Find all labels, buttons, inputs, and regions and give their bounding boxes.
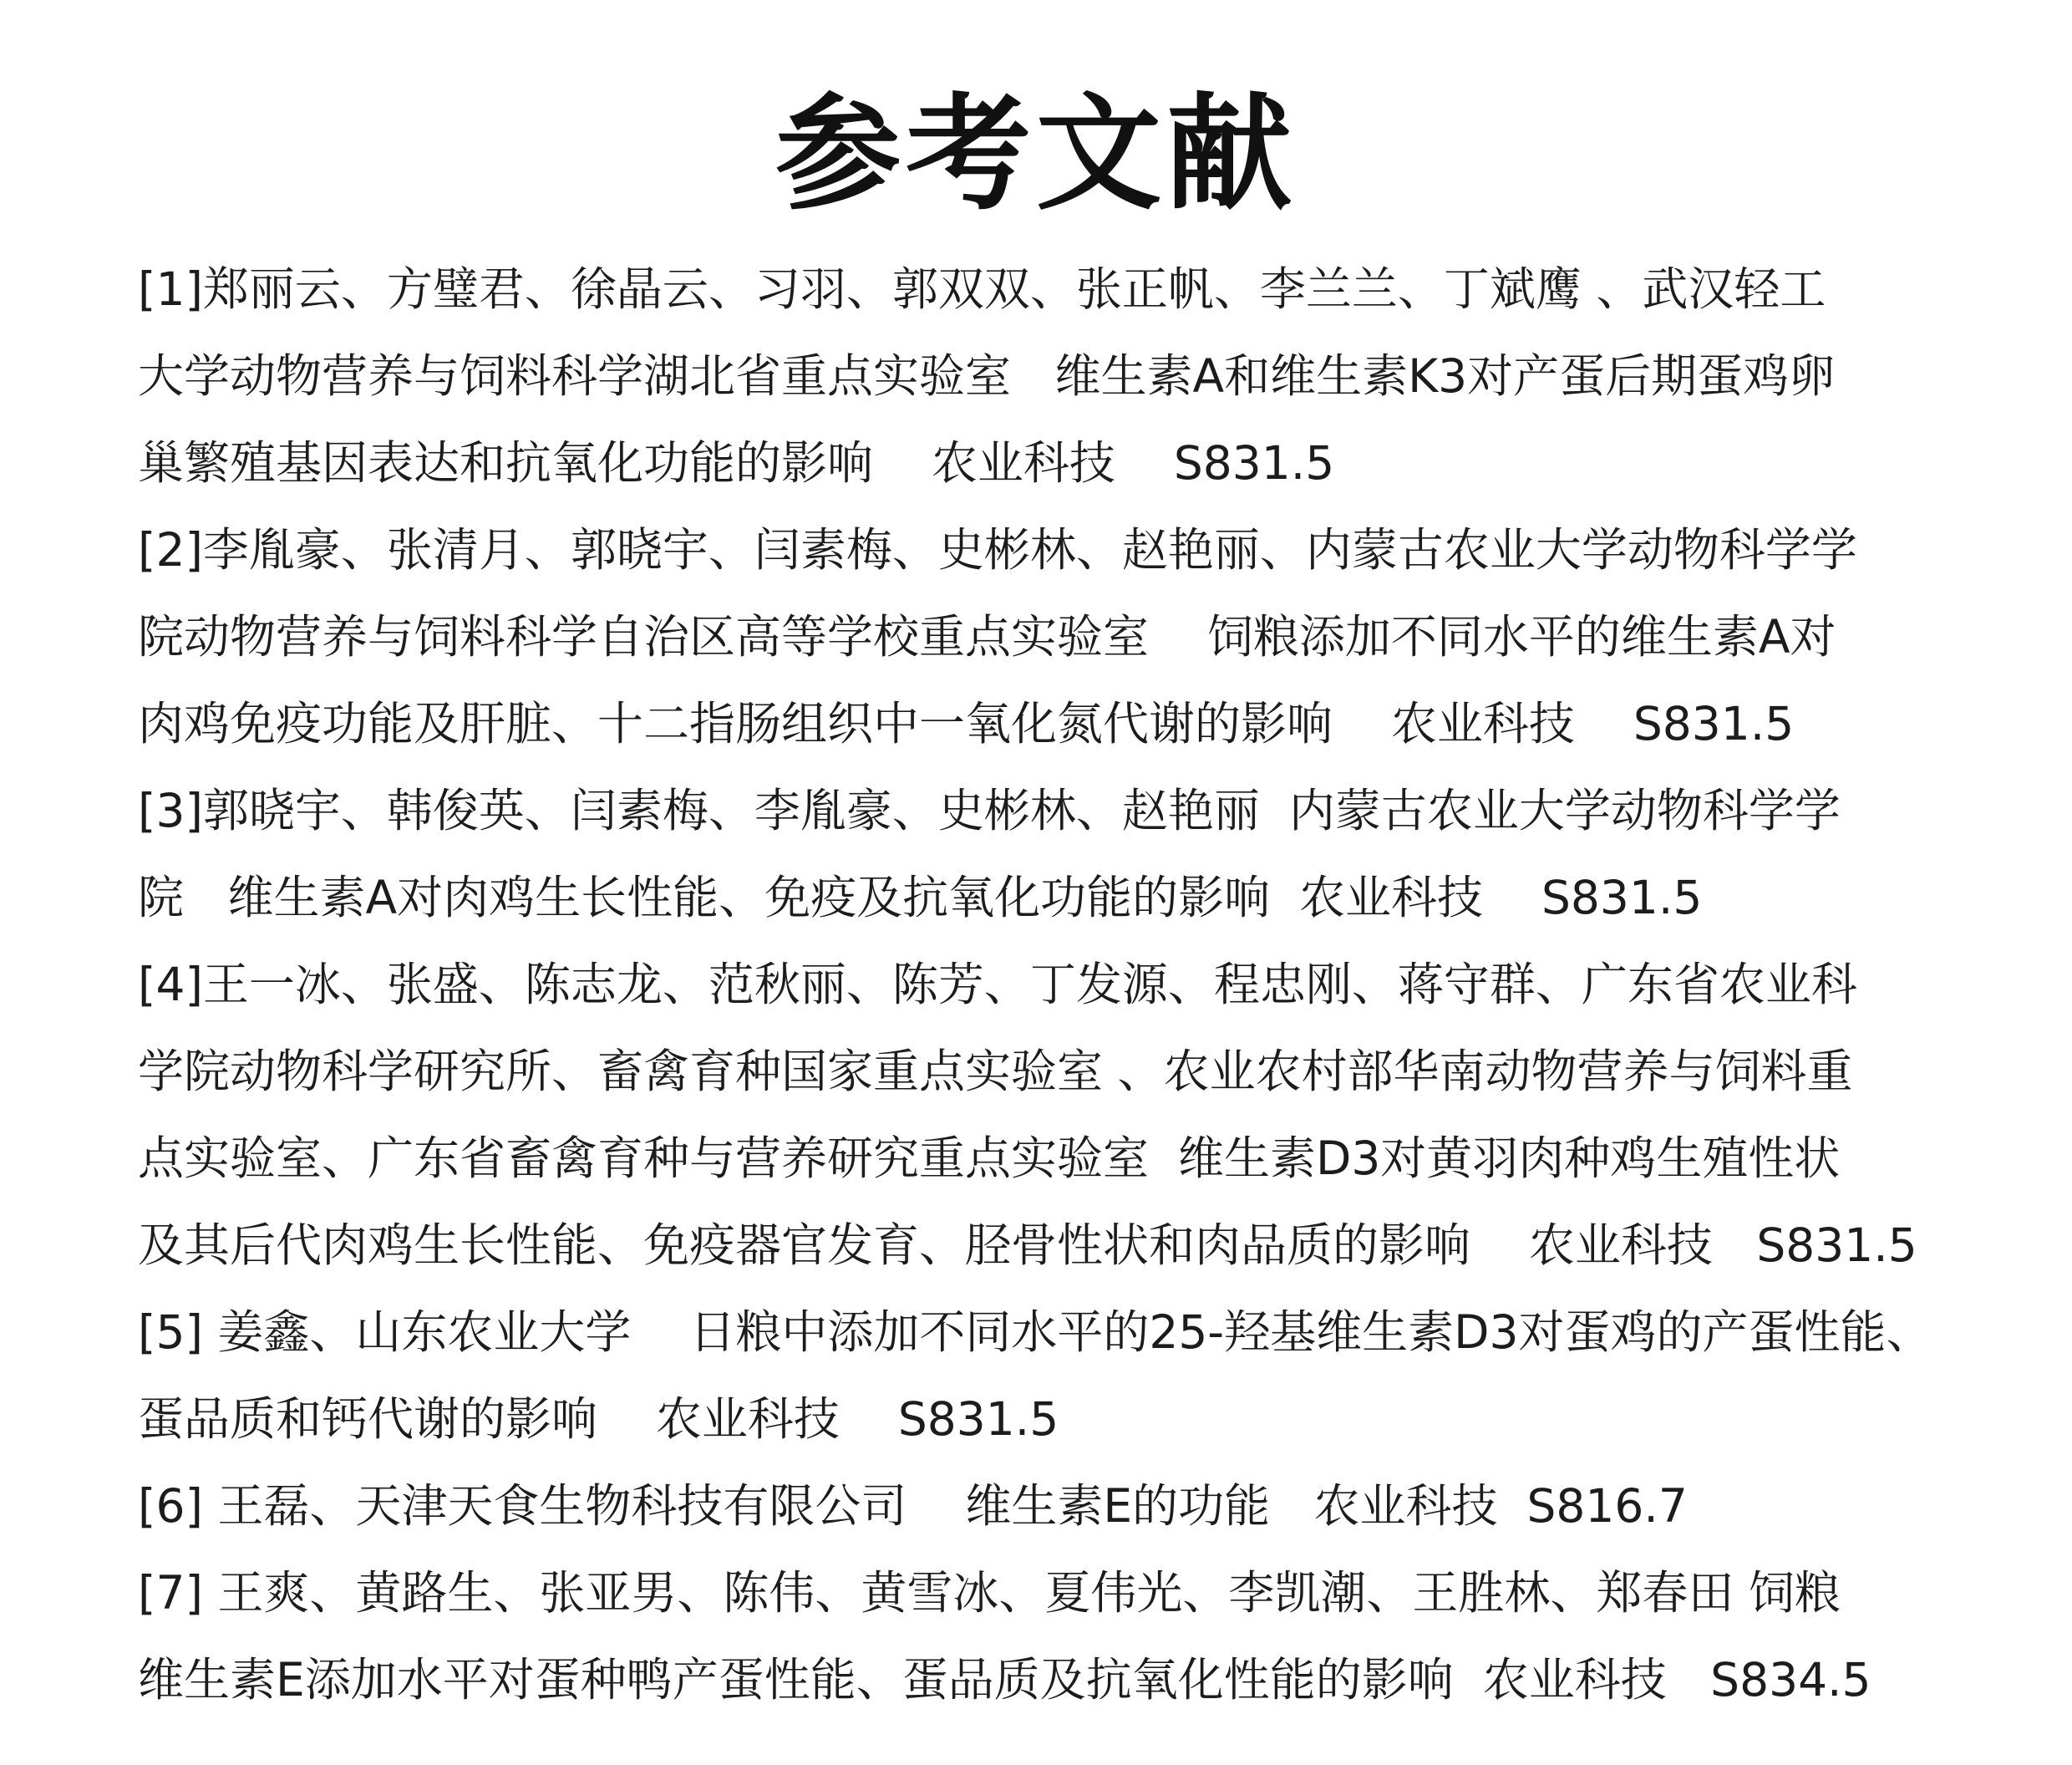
- reference-item: [138, 1462, 1959, 1549]
- reference-item: [138, 506, 1959, 767]
- reference-item: [138, 767, 1959, 941]
- reference-list: [138, 246, 1959, 1723]
- reference-line: 院 维生素A对肉鸡生长性能、免疫及抗氧化功能的影响 农业科技 S831.5: [138, 871, 1703, 924]
- reference-line: 维生素E添加水平对蛋种鸭产蛋性能、蛋品质及抗氧化性能的影响 农业科技 S834.5: [138, 1653, 1871, 1707]
- reference-line: [4]王一冰、张盛、陈志龙、范秋丽、陈芳、丁发源、程忠刚、蒋守群、广东省农业科: [138, 958, 1857, 1011]
- reference-line: [3]郭晓宇、韩俊英、闫素梅、李胤豪、史彬林、赵艳丽 内蒙古农业大学动物科学学: [138, 784, 1841, 837]
- reference-item: [138, 1549, 1959, 1723]
- reference-line: [5] 姜鑫、山东农业大学 日粮中添加不同水平的25-羟基维生素D3对蛋鸡的产蛋性能、: [138, 1305, 1932, 1359]
- reference-line: [7] 王爽、黄路生、张亚男、陈伟、黄雪冰、夏伟光、李凯潮、王胜林、郑春田 饲粮: [138, 1566, 1841, 1620]
- reference-line: [1]郑丽云、方璧君、徐晶云、习羽、郭双双、张正帆、李兰兰、丁斌鹰 、武汉轻工: [138, 262, 1826, 316]
- reference-item: [138, 941, 1959, 1289]
- reference-line: [6] 王磊、天津天食生物科技有限公司 维生素E的功能 农业科技 S816.7: [138, 1479, 1688, 1533]
- reference-line: 及其后代肉鸡生长性能、免疫器官发育、胫骨性状和肉品质的影响 农业科技 S831.5: [138, 1218, 1917, 1272]
- reference-line: 大学动物营养与饲料科学湖北省重点实验室 维生素A和维生素K3对产蛋后期蛋鸡卵: [138, 349, 1836, 403]
- reference-line: 院动物营养与饲料科学自治区高等学校重点实验室 饲粮添加不同水平的维生素A对: [138, 610, 1836, 664]
- reference-line: 点实验室、广东省畜禽育种与营养研究重点实验室 维生素D3对黄羽肉种鸡生殖性状: [138, 1132, 1841, 1185]
- reference-item: [138, 1289, 1959, 1462]
- reference-line: 蛋品质和钙代谢的影响 农业科技 S831.5: [138, 1392, 1059, 1446]
- reference-item: [138, 246, 1959, 506]
- reference-line: 肉鸡免疫功能及肝脏、十二指肠组织中一氧化氮代谢的影响 农业科技 S831.5: [138, 697, 1795, 750]
- reference-line: 学院动物科学研究所、畜禽育种国家重点实验室 、农业农村部华南动物营养与饲料重: [138, 1045, 1853, 1098]
- page-title: 参考文献: [774, 82, 1297, 227]
- reference-line: 巢繁殖基因表达和抗氧化功能的影响 农业科技 S831.5: [138, 436, 1335, 490]
- reference-line: [2]李胤豪、张清月、郭晓宇、闫素梅、史彬林、赵艳丽、内蒙古农业大学动物科学学: [138, 523, 1857, 577]
